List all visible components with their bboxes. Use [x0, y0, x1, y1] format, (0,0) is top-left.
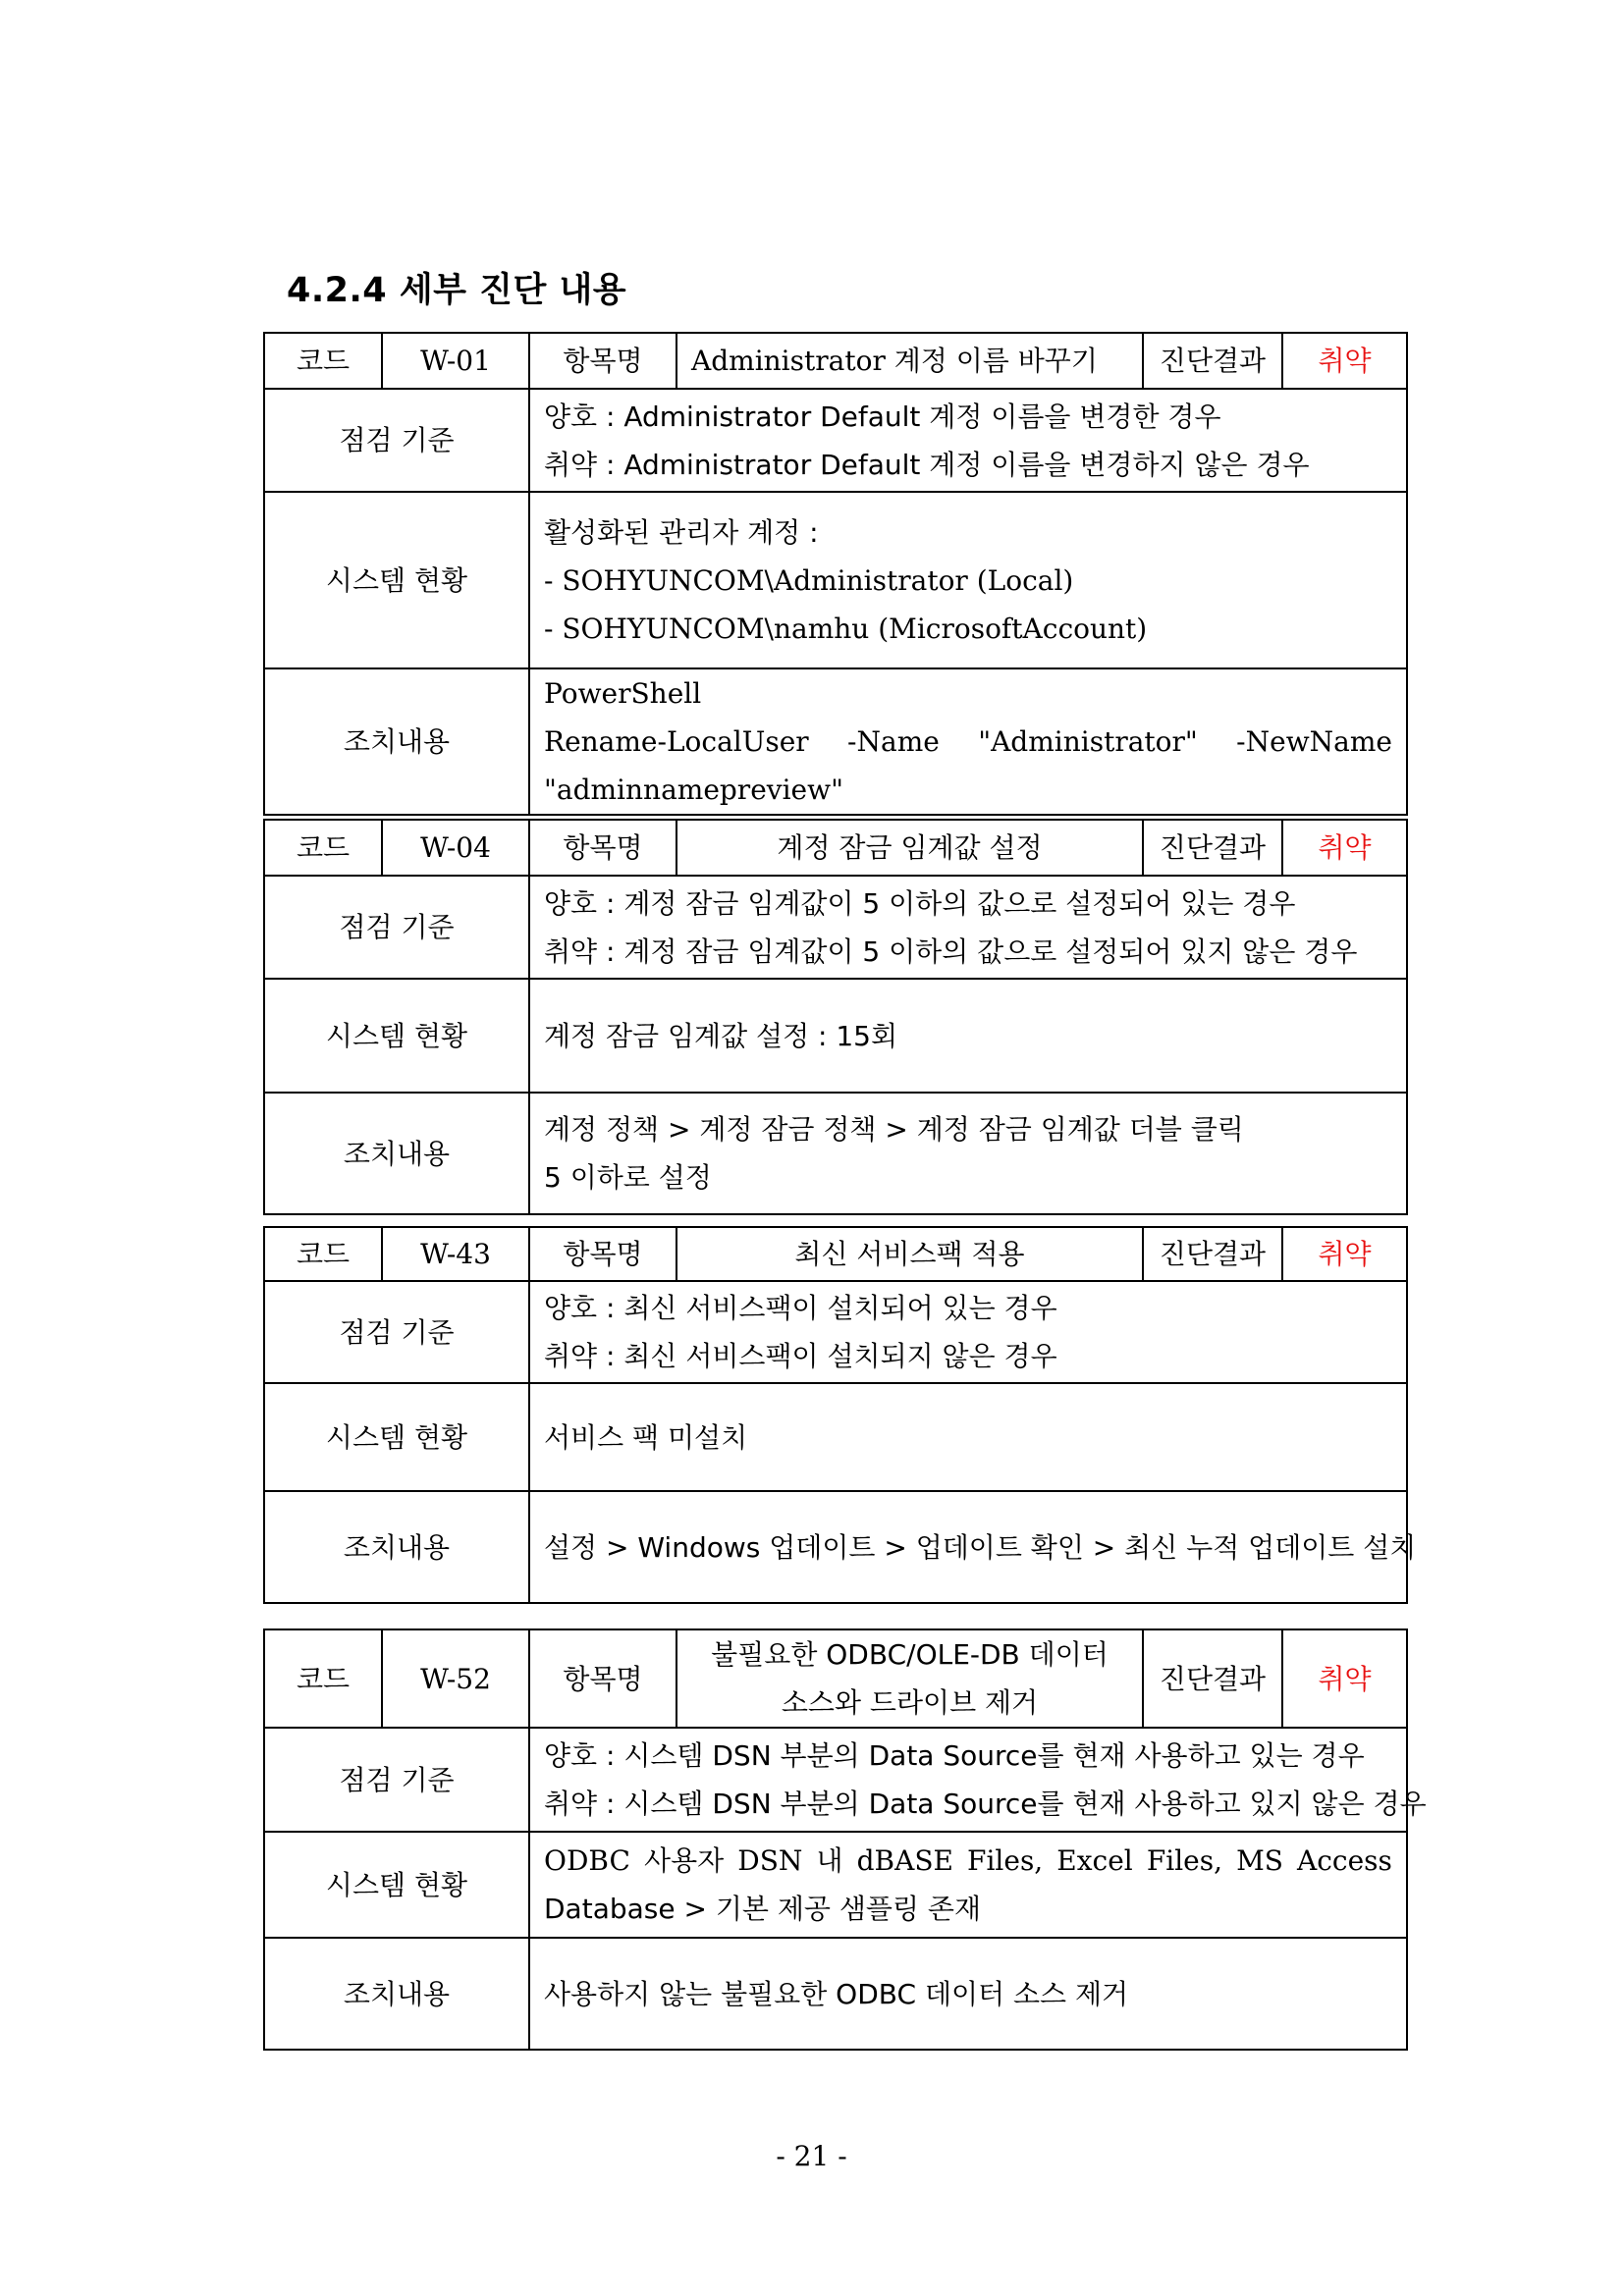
command-word: "Administrator"	[978, 725, 1198, 758]
result-label: 진단결과	[1143, 1629, 1282, 1728]
status-label: 시스템 현황	[264, 979, 529, 1093]
criteria-good: 양호 : 최신 서비스팩이 설치되어 있는 경우	[544, 1292, 1057, 1324]
action-command-line	[544, 718, 1392, 766]
result-value: 취약	[1282, 820, 1407, 876]
criteria-value	[529, 1281, 1407, 1383]
result-value: 취약	[1282, 333, 1407, 389]
criteria-row	[264, 876, 1407, 979]
status-word: MS	[1236, 1844, 1283, 1877]
criteria-good: 양호 : Administrator Default 계정 이름을 변경한 경우	[544, 400, 1221, 433]
action-label: 조치내용	[264, 1491, 529, 1603]
item-name-label: 항목명	[529, 820, 676, 876]
status-line: 활성화된 관리자 계정 :	[544, 515, 819, 549]
action-value	[529, 1491, 1417, 1603]
header-row	[264, 820, 1407, 876]
criteria-weak: 취약 : 최신 서비스팩이 설치되지 않은 경우	[544, 1340, 1057, 1372]
code-label: 코드	[264, 820, 382, 876]
item-name-label: 항목명	[529, 333, 676, 389]
criteria-label: 점검 기준	[264, 1728, 529, 1832]
item-name-value: 최신 서비스팩 적용	[676, 1227, 1143, 1281]
status-word: Access	[1297, 1844, 1392, 1877]
criteria-row	[264, 389, 1407, 492]
status-row	[264, 1832, 1407, 1938]
code-value: W-01	[382, 333, 529, 389]
action-line: 계정 정책 > 계정 잠금 정책 > 계정 잠금 임계값 더블 클릭	[544, 1113, 1244, 1146]
criteria-weak: 취약 : 계정 잠금 임계값이 5 이하의 값으로 설정되어 있지 않은 경우	[544, 934, 1358, 968]
action-value	[529, 1938, 1407, 2050]
action-value	[529, 668, 1407, 815]
action-label: 조치내용	[264, 668, 529, 815]
action-label: 조치내용	[264, 1938, 529, 2050]
command-word: -Name	[847, 725, 940, 758]
code-label: 코드	[264, 1629, 382, 1728]
action-line: PowerShell	[544, 677, 702, 710]
item-name-label: 항목명	[529, 1227, 676, 1281]
action-row	[264, 1938, 1407, 2050]
result-label: 진단결과	[1143, 333, 1282, 389]
status-line: 서비스 팩 미설치	[544, 1420, 748, 1454]
status-value	[529, 1383, 1407, 1491]
status-justified-line	[544, 1837, 1392, 1885]
header-row	[264, 1629, 1407, 1728]
status-word: 사용자	[644, 1844, 725, 1877]
item-name-line: 소스와 드라이브 제거	[781, 1686, 1039, 1719]
status-word: ODBC	[544, 1844, 630, 1877]
status-word: dBASE	[856, 1844, 953, 1877]
command-word: Rename-LocalUser	[544, 725, 809, 758]
criteria-good: 양호 : 계정 잠금 임계값이 5 이하의 값으로 설정되어 있는 경우	[544, 886, 1296, 920]
criteria-label: 점검 기준	[264, 1281, 529, 1383]
result-value: 취약	[1282, 1629, 1407, 1728]
criteria-label: 점검 기준	[264, 389, 529, 492]
criteria-weak: 취약 : Administrator Default 계정 이름을 변경하지 않은 경우	[544, 448, 1310, 481]
status-line: 계정 잠금 임계값 설정 : 15회	[544, 1019, 898, 1052]
item-name-value	[676, 1629, 1143, 1728]
section-title: 4.2.4 세부 진단 내용	[287, 271, 627, 310]
status-value	[529, 492, 1407, 668]
criteria-row	[264, 1728, 1407, 1832]
item-name-value: Administrator 계정 이름 바꾸기	[676, 333, 1143, 389]
item-name-line: 불필요한 ODBC/OLE-DB 데이터	[711, 1638, 1109, 1671]
status-value	[529, 1832, 1407, 1938]
status-label: 시스템 현황	[264, 492, 529, 668]
criteria-row	[264, 1281, 1407, 1383]
status-value	[529, 979, 1407, 1093]
criteria-value	[529, 1728, 1427, 1832]
action-row	[264, 1491, 1407, 1603]
status-row	[264, 1383, 1407, 1491]
check-table-w43	[263, 1226, 1417, 1604]
action-line: 5 이하로 설정	[544, 1161, 712, 1194]
code-value: W-52	[382, 1629, 529, 1728]
check-table-w04	[263, 819, 1408, 1215]
item-name-label: 항목명	[529, 1629, 676, 1728]
code-value: W-43	[382, 1227, 529, 1281]
status-word: Files,	[967, 1844, 1044, 1877]
status-word: DSN	[737, 1844, 803, 1877]
header-row	[264, 1227, 1407, 1281]
item-name-value: 계정 잠금 임계값 설정	[676, 820, 1143, 876]
status-label: 시스템 현황	[264, 1383, 529, 1491]
page-number: - 21 -	[776, 2140, 847, 2172]
criteria-label: 점검 기준	[264, 876, 529, 979]
status-word: Excel	[1056, 1844, 1133, 1877]
status-word: 내	[816, 1844, 843, 1877]
action-line: 설정 > Windows 업데이트 > 업데이트 확인 > 최신 누적 업데이트 설치	[544, 1530, 1417, 1564]
result-label: 진단결과	[1143, 1227, 1282, 1281]
criteria-value	[529, 389, 1407, 492]
status-row	[264, 492, 1407, 668]
criteria-weak: 취약 : 시스템 DSN 부분의 Data Source를 현재 사용하고 있지 않은 경우	[544, 1788, 1427, 1820]
action-value	[529, 1093, 1407, 1214]
status-word: Files,	[1146, 1844, 1222, 1877]
code-label: 코드	[264, 1227, 382, 1281]
status-row	[264, 979, 1407, 1093]
criteria-value	[529, 876, 1407, 979]
check-table-w01	[263, 332, 1408, 816]
code-label: 코드	[264, 333, 382, 389]
check-table-w52	[263, 1629, 1427, 2051]
result-value: 취약	[1282, 1227, 1407, 1281]
status-line: - SOHYUNCOM\Administrator (Local)	[544, 563, 1074, 597]
action-line: "adminnamepreview"	[544, 774, 843, 806]
action-line: 사용하지 않는 불필요한 ODBC 데이터 소스 제거	[544, 1977, 1129, 2010]
action-label: 조치내용	[264, 1093, 529, 1214]
action-row	[264, 1093, 1407, 1214]
status-line: - SOHYUNCOM\namhu (MicrosoftAccount)	[544, 612, 1148, 645]
result-label: 진단결과	[1143, 820, 1282, 876]
status-label: 시스템 현황	[264, 1832, 529, 1938]
status-line: Database > 기본 제공 샘플링 존재	[544, 1893, 981, 1925]
action-row	[264, 668, 1407, 815]
code-value: W-04	[382, 820, 529, 876]
command-word: -NewName	[1236, 725, 1392, 758]
header-row	[264, 333, 1407, 389]
criteria-good: 양호 : 시스템 DSN 부분의 Data Source를 현재 사용하고 있는 경우	[544, 1739, 1365, 1772]
